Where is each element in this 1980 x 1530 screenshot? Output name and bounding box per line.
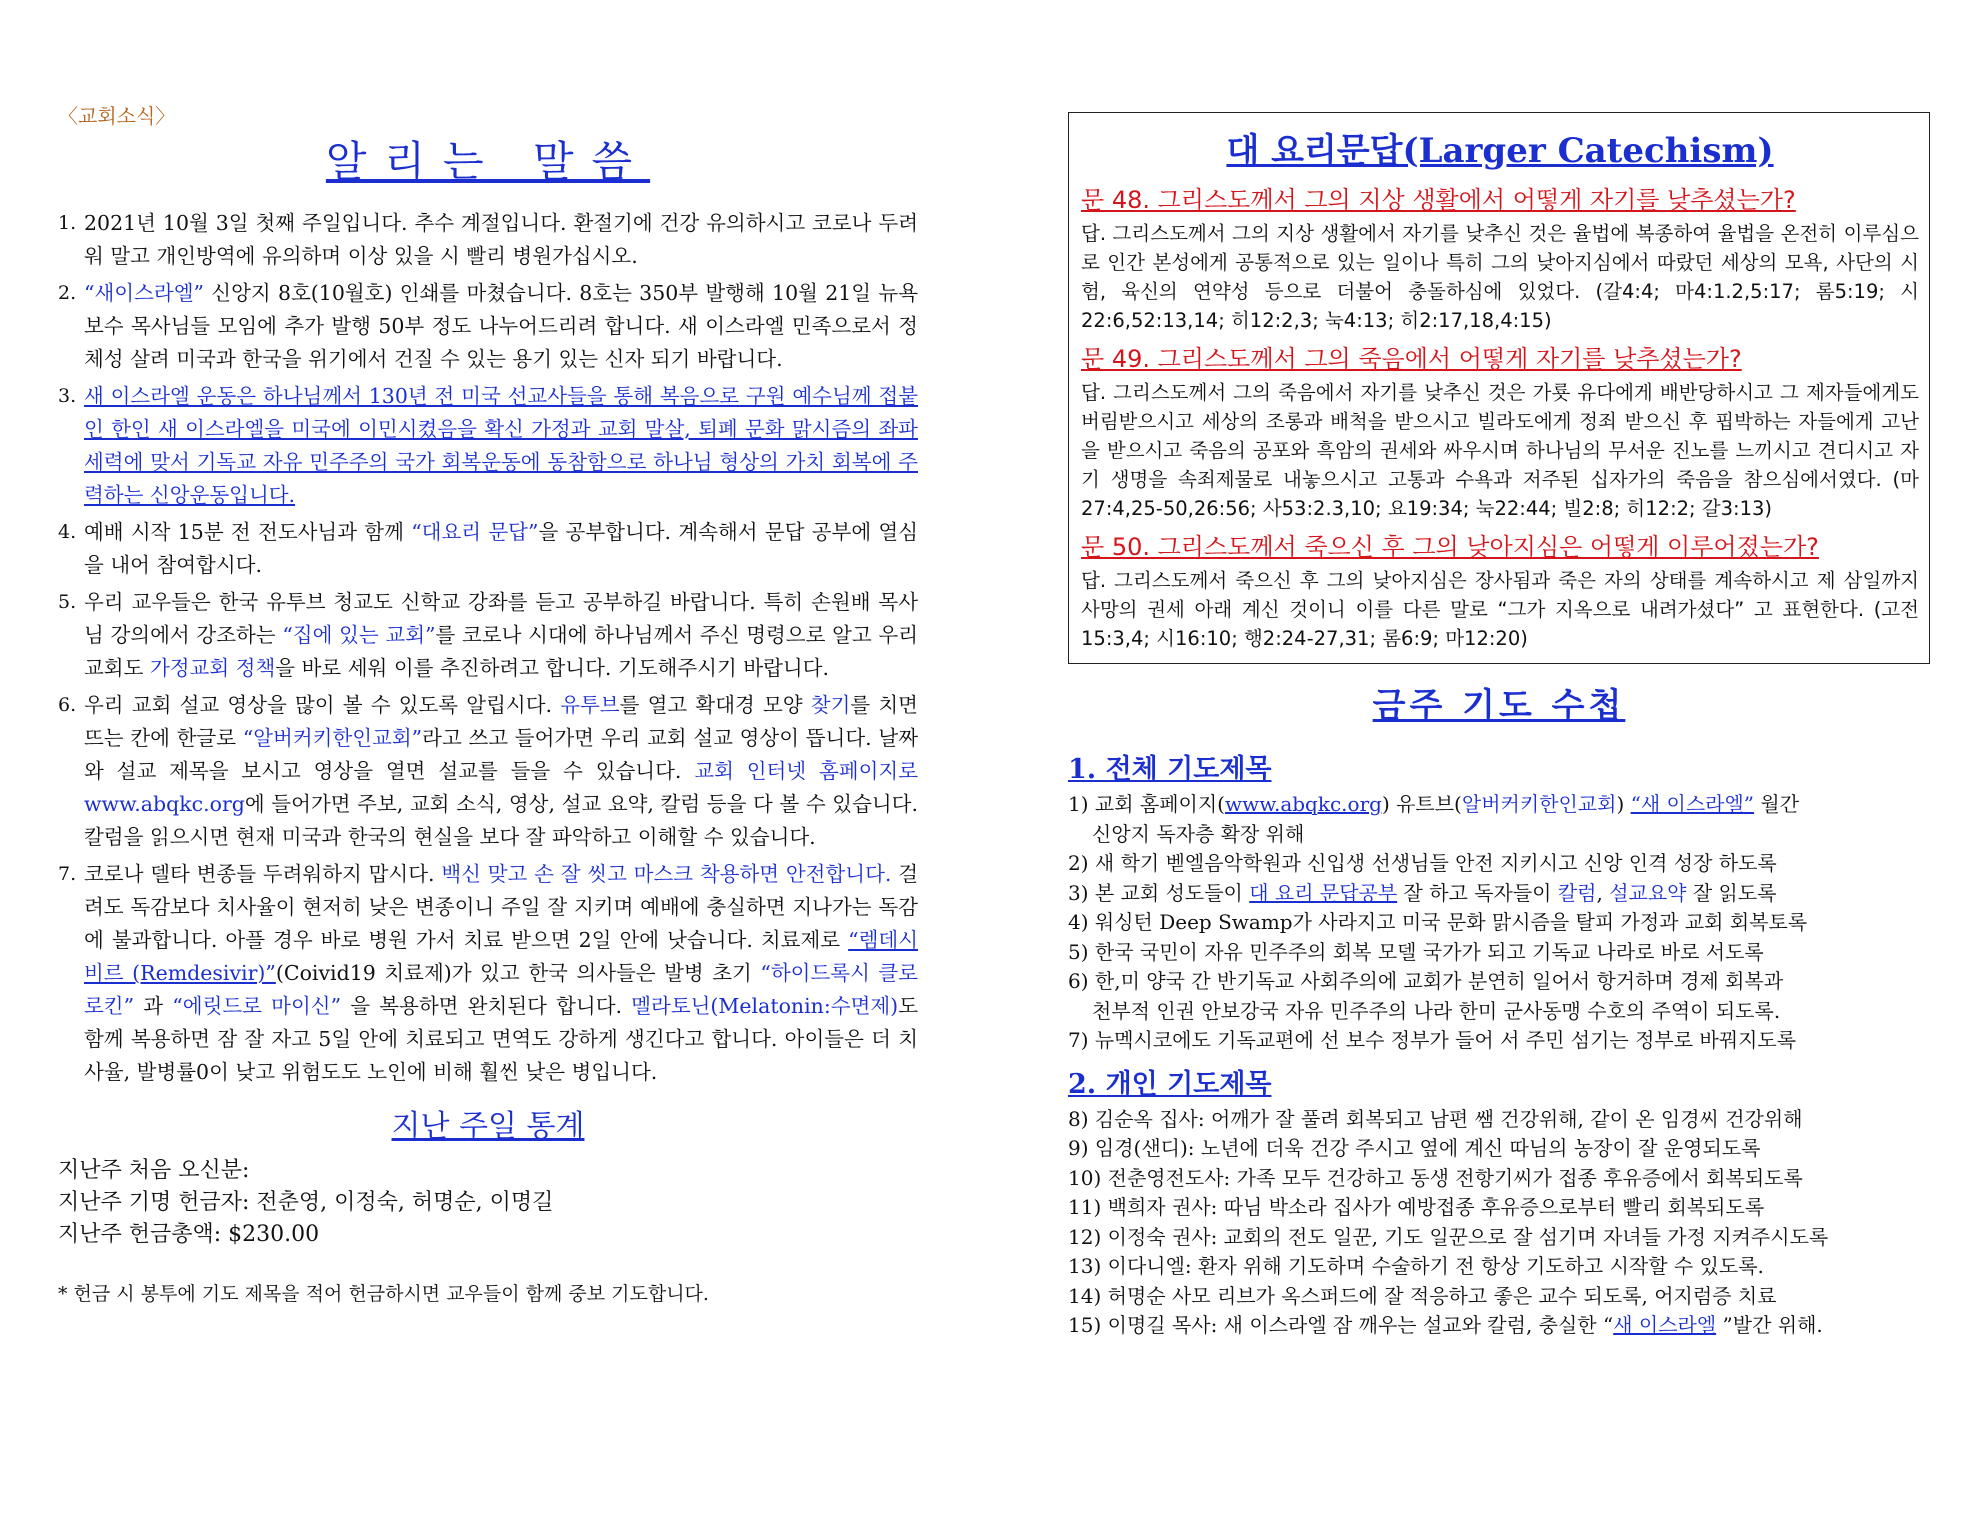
- prayer-item-continued: 천부적 인권 안보강국 자유 민주주의 나라 한미 군사동맹 수호의 주역이 되도록.: [1092, 998, 1781, 1023]
- prayer-item: [1068, 879, 1930, 909]
- notice-text: 찾기: [810, 693, 851, 717]
- stats-title: 지난 주일 통계: [391, 1109, 585, 1144]
- notice-text: (Coivid19 치료제)가 있고 한국 의사들은 발병 초기: [275, 961, 761, 985]
- catechism-answer: 답. 그리스도께서 그의 지상 생활에서 자기를 낮추신 것은 율법에 복종하여 율법을 온전히 이루심으로 인간 본성에게 공통적으로 있는 일이나 특히 그의 낮아지심에서 따랐던 세상의 모욕, 사단의 시험, 육신의 연약성 등으로 더불어 충돌하심에 있었다. (갈4:4; 마4:1.2,5:17; 롬5:19; 시22:6,52:13,14; 히12:2,3; 눅4:13; 히2:17,18,4:15): [1081, 222, 1919, 332]
- stat-visitors: 지난주 처음 오신분:: [58, 1158, 250, 1183]
- notice-item: [58, 586, 918, 685]
- stat-donors: 지난주 기명 헌금자: 전춘영, 이정숙, 허명순, 이명길: [58, 1190, 554, 1215]
- prayer-item: [1068, 1311, 1930, 1341]
- prayer-text: ): [1616, 792, 1631, 816]
- prayer-item: [1068, 1134, 1930, 1164]
- prayer-item: [1068, 790, 1930, 820]
- notice-text: 을 바로 세워 이를 추진하려고 합니다. 기도해주시기 바랍니다.: [275, 656, 830, 680]
- prayer-text: 이다니엘: 환자 위해 기도하며 수술하기 전 항상 기도하고 시작할 수 있도록.: [1107, 1254, 1764, 1278]
- personal-prayer-title: 2. 개인 기도제목: [1068, 1068, 1272, 1100]
- prayer-text: 새 학기 벧엘음악학원과 신입생 선생님들 안전 지키시고 신앙 인격 성장 하도록: [1094, 851, 1777, 875]
- catechism-question: 문 49. 그리스도께서 그의 죽음에서 어떻게 자기를 낮추셨는가?: [1081, 345, 1742, 373]
- prayer-text: 잘 읽도록: [1686, 880, 1777, 905]
- prayer-number: 12): [1068, 1224, 1102, 1249]
- prayer-text: 뉴멕시코에도 기독교편에 선 보수 정부가 들어 서 주민 섬기는 정부로 바꿔지도록: [1094, 1028, 1797, 1052]
- notice-text: “새이스라엘”: [84, 281, 204, 305]
- catechism-box: [1068, 112, 1930, 664]
- notice-text: 를 코로나 시대에 하나님께서 주신 명령으로 알고 우리 교회도: [84, 623, 919, 680]
- prayer-text: 본 교회 성도들이: [1094, 880, 1250, 905]
- prayer-number: 11): [1068, 1195, 1102, 1219]
- prayer-item: [1068, 1164, 1930, 1194]
- notice-text: 코로나 델타 변종들 두려워하지 맙시다.: [84, 862, 442, 886]
- notice-text: 새 이스라엘 운동은 하나님께서 130년 전 미국 선교사들을 통해 복음으로 구원 예수님께 접붙인 한인 새 이스라엘을 미국에 이민시켰음을 확신 가정과 교회 말살, 퇴폐 문화 맑시즘의 좌파 세력에 맞서 기독교 자유 민주주의 국가 회복운동에 동참함으로 하나님 형상의 가치 회복에 주력하는 신앙운동입니다.: [84, 384, 918, 507]
- prayer-text: 한,미 양국 간 반기독교 사회주의에 교회가 분연히 일어서 항거하며 경제 회복과: [1094, 969, 1784, 993]
- prayer-text: 새 이스라엘: [1613, 1313, 1717, 1337]
- prayer-item: [1068, 1252, 1930, 1282]
- catechism-title: 대 요리문답(Larger Catechism): [1226, 131, 1774, 171]
- prayer-item-continued: 신앙지 독자층 확장 위해: [1092, 821, 1305, 846]
- notice-text: 도 함께 복용하면 잠 잘 자고 5일 안에 치료되고 면역도 강하게 생긴다고 합니다. 아이들은 더 치사율, 발병률0이 낮고 위험도도 노인에 비해 훨씬 낮은 병입니다.: [84, 994, 918, 1084]
- prayer-number: 13): [1068, 1254, 1102, 1278]
- prayer-number: 8): [1068, 1106, 1089, 1131]
- notice-text: 멜라토닌(Melatonin:수면제): [631, 994, 899, 1018]
- notice-item: [58, 516, 918, 582]
- prayer-text: “새 이스라엘”: [1630, 792, 1755, 816]
- notice-text: 에 들어가면 주보, 교회 소식, 영상, 설교 요약, 칼럼 등을 다 볼 수 있습니다. 칼럼을 읽으시면 현재 미국과 한국의 현실을 보다 잘 파악하고 이해할 수 있습니다.: [84, 792, 918, 849]
- left-column: [58, 100, 918, 1306]
- notice-text: 예배 시작 15분 전 전도사님과 함께: [84, 520, 412, 544]
- personal-prayer-list: [1068, 1105, 1930, 1341]
- prayer-text: 이명길 목사: 새 이스라엘 잠 깨우는 설교와 칼럼, 충실한 “: [1107, 1313, 1614, 1337]
- section-tag: 〈교회소식〉: [58, 104, 176, 128]
- notice-text: “집에 있는 교회”: [282, 623, 436, 647]
- prayer-text: 교회 홈페이지(: [1094, 792, 1225, 816]
- notice-number: 2.: [58, 282, 77, 304]
- prayer-text: 백희자 권사: 따님 박소라 집사가 예방접종 후유증으로부터 빨리 회복되도록: [1107, 1195, 1765, 1219]
- prayer-item: [1068, 1193, 1930, 1223]
- notice-number: 5.: [58, 591, 77, 613]
- prayer-item: [1068, 1026, 1930, 1056]
- prayer-number: 2): [1068, 851, 1089, 875]
- prayer-text: 한국 국민이 자유 민주주의 회복 모델 국가가 되고 기독교 나라로 바로 서도록: [1094, 939, 1764, 964]
- footnote: * 헌금 시 봉투에 기도 제목을 적어 헌금하시면 교우들이 함께 중보 기도합니다.: [58, 1283, 709, 1305]
- notice-text: 2021년 10월 3일 첫째 주일입니다. 추수 계절입니다. 환절기에 건강 유의하시고 코로나 두려워 말고 개인방역에 유의하며 이상 있을 시 빨리 병원가십시오.: [84, 211, 918, 268]
- notice-number: 3.: [58, 385, 77, 407]
- prayer-item: [1068, 1223, 1930, 1253]
- notice-item: [58, 380, 918, 512]
- prayer-text: ,: [1596, 880, 1610, 905]
- notice-text: 를 열고 확대경 모양: [619, 693, 811, 717]
- prayer-text: 알버커키한인교회: [1461, 792, 1617, 816]
- prayer-text: 칼럼: [1557, 880, 1597, 905]
- prayer-number: 14): [1068, 1283, 1102, 1308]
- prayer-number: 15): [1068, 1313, 1102, 1337]
- right-column: [1068, 112, 1930, 1341]
- notice-text: 를 치면 뜨는 칸에 한글로: [84, 693, 918, 750]
- notice-text: 걸려도 독감보다 치사율이 현저히 낮은 변종이니 주일 잘 지키며 예배에 충실하면 지나가는 독감에 불과합니다. 아플 경우 바로 병원 가서 치료 받으면 2일 안에 낫습니다. 치료제로: [84, 862, 918, 952]
- prayer-number: 1): [1068, 792, 1089, 816]
- prayer-number: 6): [1068, 969, 1089, 993]
- prayer-item: [1068, 908, 1930, 938]
- prayer-number: 10): [1068, 1165, 1102, 1190]
- notice-number: 6.: [58, 694, 77, 716]
- general-prayer-list: [1068, 790, 1930, 1056]
- notice-text: “에릿드로 마이신”: [172, 994, 342, 1018]
- notice-text: 을 공부합니다. 계속해서 문답 공부에 열심을 내어 참여합시다.: [84, 520, 919, 577]
- notice-text: 라고 쓰고 들어가면 우리 교회 설교 영상이 뜹니다. 날짜와 설교 제목을 보시고 영상을 열면 설교를 들을 수 있습니다.: [84, 726, 918, 783]
- prayer-text: 허명순 사모 리브가 옥스퍼드에 잘 적응하고 좋은 교수 되도록, 어지럼증 치료: [1107, 1283, 1777, 1308]
- prayer-text: www.abqkc.org: [1224, 792, 1382, 816]
- prayer-title: 금주 기도 수첩: [1372, 686, 1626, 726]
- notice-number: 7.: [58, 863, 77, 885]
- prayer-text: 월간: [1754, 792, 1800, 816]
- catechism-list: [1081, 180, 1919, 653]
- notice-text: 우리 교우들은 한국 유투브 청교도 신학교 강좌를 듣고 공부하길 바랍니다. 특히 손원배 목사님 강의에서 강조하는: [84, 590, 918, 647]
- prayer-text: 대 요리 문답공부: [1249, 880, 1398, 905]
- notice-text: “알버커키한인교회”: [242, 726, 423, 750]
- notice-item: [58, 689, 918, 854]
- prayer-text: 워싱턴 Deep Swamp가 사라지고 미국 문화 맑시즘을 탈피 가정과 교회 회복토록: [1094, 910, 1808, 934]
- stat-total: 지난주 헌금총액: $230.00: [58, 1222, 320, 1247]
- prayer-number: 3): [1068, 880, 1089, 905]
- prayer-number: 5): [1068, 939, 1089, 964]
- notice-text: 가정교회 정책: [149, 656, 276, 680]
- prayer-text: 임경(샌디): 노년에 더욱 건강 주시고 옆에 계신 따님의 농장이 잘 운영되도록: [1094, 1136, 1761, 1160]
- prayer-text: 설교요약: [1609, 880, 1687, 905]
- prayer-number: 4): [1068, 910, 1089, 934]
- prayer-item: [1068, 967, 1930, 997]
- notice-text: 과: [134, 994, 173, 1018]
- prayer-item: [1068, 1282, 1930, 1312]
- notice-text: 유투브: [560, 693, 620, 717]
- catechism-answer: 답. 그리스도께서 그의 죽음에서 자기를 낮추신 것은 가룟 유다에게 배반당하시고 그 제자들에게도 버림받으시고 세상의 조롱과 배척을 받으시고 빌라도에게 정죄 받으신 후 핍박하는 자들에게 고난을 받으시고 죽음의 공포와 흑암의 권세와 싸우시며 하나님의 무서운 진노를 느끼시고 견디시고 자기 생명을 속죄제물로 내놓으시고 고통과 수욕과 저주된 십자가의 죽음을 참으심에서였다. (마27:4,25-50,26:56; 사53:2.3,10; 요19:34; 눅22:44; 빌2:8; 히12:2; 갈3:13): [1081, 381, 1919, 520]
- catechism-answer: 답. 그리스도께서 죽으신 후 그의 낮아지심은 장사됨과 죽은 자의 상태를 계속하시고 제 삼일까지 사망의 권세 아래 계신 것이니 이를 다른 말로 “그가 지옥으로 내려가셨다” 고 표현한다. (고전15:3,4; 시16:10; 행2:24-27,31; 롬6:9; 마12:20): [1081, 569, 1919, 650]
- notice-text: “하이드록시 클로로킨”: [84, 961, 919, 1018]
- prayer-text: ”발간 위해.: [1716, 1313, 1823, 1337]
- general-prayer-title: 1. 전체 기도제목: [1068, 754, 1272, 785]
- notice-number: 1.: [58, 212, 77, 234]
- prayer-text: 잘 하고 독자들이: [1397, 880, 1558, 905]
- notice-text: 교회 인터넷 홈페이지로 www.abqkc.org: [84, 759, 919, 816]
- prayer-text: 김순옥 집사: 어깨가 잘 풀려 회복되고 남편 쌤 건강위해, 같이 온 임경씨 건강위해: [1094, 1106, 1803, 1131]
- prayer-item: [1068, 1105, 1930, 1135]
- prayer-number: 7): [1068, 1028, 1089, 1052]
- notice-text: “대요리 문답”: [411, 520, 539, 544]
- notice-number: 4.: [58, 521, 77, 543]
- notice-text: 신앙지 8호(10월호) 인쇄를 마쳤습니다. 8호는 350부 발행해 10월 21일 뉴욕 보수 목사님들 모임에 추가 발행 50부 정도 나누어드리려 합니다. 새 이스라엘 민족으로서 정체성 살려 미국과 한국을 위기에서 건질 수 있는 용기 있는 신자 되기 바랍니다.: [84, 281, 918, 371]
- prayer-text: 전춘영전도사: 가족 모두 건강하고 동생 전항기씨가 접종 후유증에서 회복되도록: [1107, 1165, 1803, 1190]
- notice-text: 우리 교회 설교 영상을 많이 볼 수 있도록 알립시다.: [84, 693, 561, 717]
- notice-text: 을 복용하면 완치된다 합니다.: [341, 994, 632, 1018]
- prayer-text: ) 유트브(: [1381, 792, 1462, 816]
- notice-item: [58, 858, 918, 1089]
- notice-list: [58, 207, 918, 1089]
- catechism-question: 문 48. 그리스도께서 그의 지상 생활에서 어떻게 자기를 낮추셨는가?: [1081, 186, 1796, 214]
- notice-item: [58, 277, 918, 376]
- prayer-number: 9): [1068, 1136, 1089, 1160]
- prayer-text: 이정숙 권사: 교회의 전도 일꾼, 기도 일꾼으로 잘 섬기며 자녀들 가정 지켜주시도록: [1107, 1224, 1829, 1249]
- prayer-item: [1068, 938, 1930, 968]
- notice-text: 백신 맞고 손 잘 씻고 마스크 착용하면 안전합니다.: [441, 862, 892, 886]
- notice-text: “렘데시비르 (Remdesivir)”: [84, 928, 918, 985]
- notice-item: [58, 207, 918, 273]
- prayer-item: [1068, 849, 1930, 879]
- page-title: 알리는 말씀: [325, 137, 651, 186]
- catechism-question: 문 50. 그리스도께서 죽으신 후 그의 낮아지심은 어떻게 이루어졌는가?: [1081, 533, 1819, 561]
